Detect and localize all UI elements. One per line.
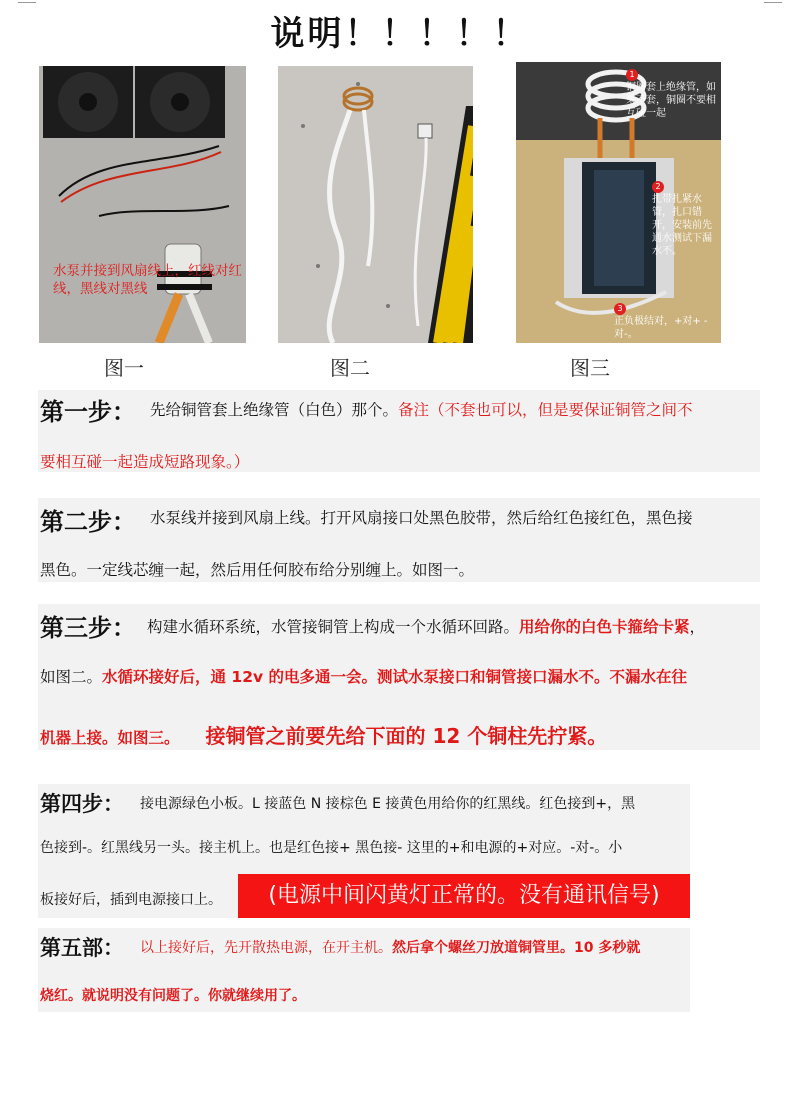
note-1-text: 铜圈套上绝缘管，如果不套，铜圈不要相互碰一起 <box>626 82 716 119</box>
step-3-line-3-red: 机器上接。如图三。 <box>40 729 180 747</box>
figure-2-caption: 图二 <box>330 356 370 380</box>
step-5-line-2: 烧红。就说明没有问题了。你就继续用了。 <box>40 988 306 1004</box>
step-1-heading: 第一步： <box>40 397 136 426</box>
step-3-line-2-red: 水循环接好后，通 12v 的电多通一会。测试水泵接口和铜管接口漏水不。不漏水在往 <box>102 668 687 686</box>
figure-1-overlay-text: 水泵并接到风扇线上，红线对红线，黑线对黑线 <box>53 263 242 297</box>
note-2-text: 扎带扎紧水管，扎口错开，安装前先通水测试下漏水不。 <box>652 194 712 257</box>
page-title: 说明！！！！！ <box>270 14 530 54</box>
step-4-line-3: 板接好后，插到电源接口上。 <box>40 892 222 908</box>
note-1-badge: 1 <box>626 69 638 81</box>
tubing-coil-photo-illustration <box>278 66 473 343</box>
figure-2-photo <box>278 66 473 343</box>
step-2-heading: 第二步： <box>40 507 136 536</box>
step-3-line-1-plain: 构建水循环系统，水管接铜管上构成一个水循环回路。 <box>147 618 520 636</box>
step-3-line-1-red: 用给你的白色卡箍给卡紧 <box>519 618 690 636</box>
figure-3-note-3 <box>614 296 718 341</box>
step-3-line-1 <box>147 617 705 637</box>
step-1-text: 先给铜管套上绝缘管（白色）那个。 <box>150 401 399 419</box>
step-5-heading: 第五部： <box>40 935 124 960</box>
step-1-line-1 <box>150 400 693 420</box>
step-1-note-b: 要相互碰一起造成短路现象。） <box>40 453 250 471</box>
step-3-line-1-end: ， <box>689 618 706 636</box>
note-2-badge: 2 <box>652 181 664 193</box>
fan-pump-photo-illustration <box>39 66 246 343</box>
figure-1-caption: 图一 <box>104 356 144 380</box>
step-3-line-3-big: 接铜管之前要先给下面的 12 个铜柱先拧紧。 <box>205 724 608 748</box>
step-3-line-2 <box>40 667 687 687</box>
step-3-heading: 第三步： <box>40 613 136 642</box>
step-4-highlight: (电源中间闪黄灯正常的。没有通讯信号) <box>238 874 690 918</box>
step-5-line-1-plain: 以上接好后，先开散热电源，在开主机。 <box>140 940 392 956</box>
step-2-line-1: 水泵线并接到风扇上线。打开风扇接口处黑色胶带，然后给红色接红色，黑色接 <box>150 509 693 527</box>
step-1-note-a: 备注（不套也可以，但是要保证铜管之间不 <box>398 401 693 419</box>
figure-3-note-2 <box>652 174 720 258</box>
step-5-line-1 <box>140 938 640 958</box>
figure-3-photo <box>516 62 721 343</box>
note-3-badge: 3 <box>614 303 626 315</box>
step-5-line-1-red: 然后拿个螺丝刀放道铜管里。10 多秒就 <box>392 940 641 956</box>
step-4-heading: 第四步： <box>40 791 124 816</box>
figure-3-note-1 <box>626 62 718 120</box>
step-4-line-2: 色接到-。红黑线另一头。接主机上。也是红色接+ 黑色接- 这里的+和电源的+对应。-对-。小 <box>40 840 623 856</box>
step-3-line-2-plain: 如图二。 <box>40 668 103 686</box>
page-corner-mark-right <box>764 2 782 3</box>
figure-3-caption: 图三 <box>570 356 610 380</box>
step-2-line-2: 黑色。一定线芯缠一起，然后用任何胶布给分别缠上。如图一。 <box>40 561 475 579</box>
note-3-text: 正负极结对，+对+ -对-。 <box>614 316 708 340</box>
step-4-line-1: 接电源绿色小板。L 接蓝色 N 接棕色 E 接黄色用给你的红黑线。红色接到+，黑 <box>140 796 636 812</box>
step-3-line-3 <box>40 720 607 749</box>
figure-1-photo <box>39 66 246 343</box>
page-corner-mark-left <box>18 2 36 3</box>
